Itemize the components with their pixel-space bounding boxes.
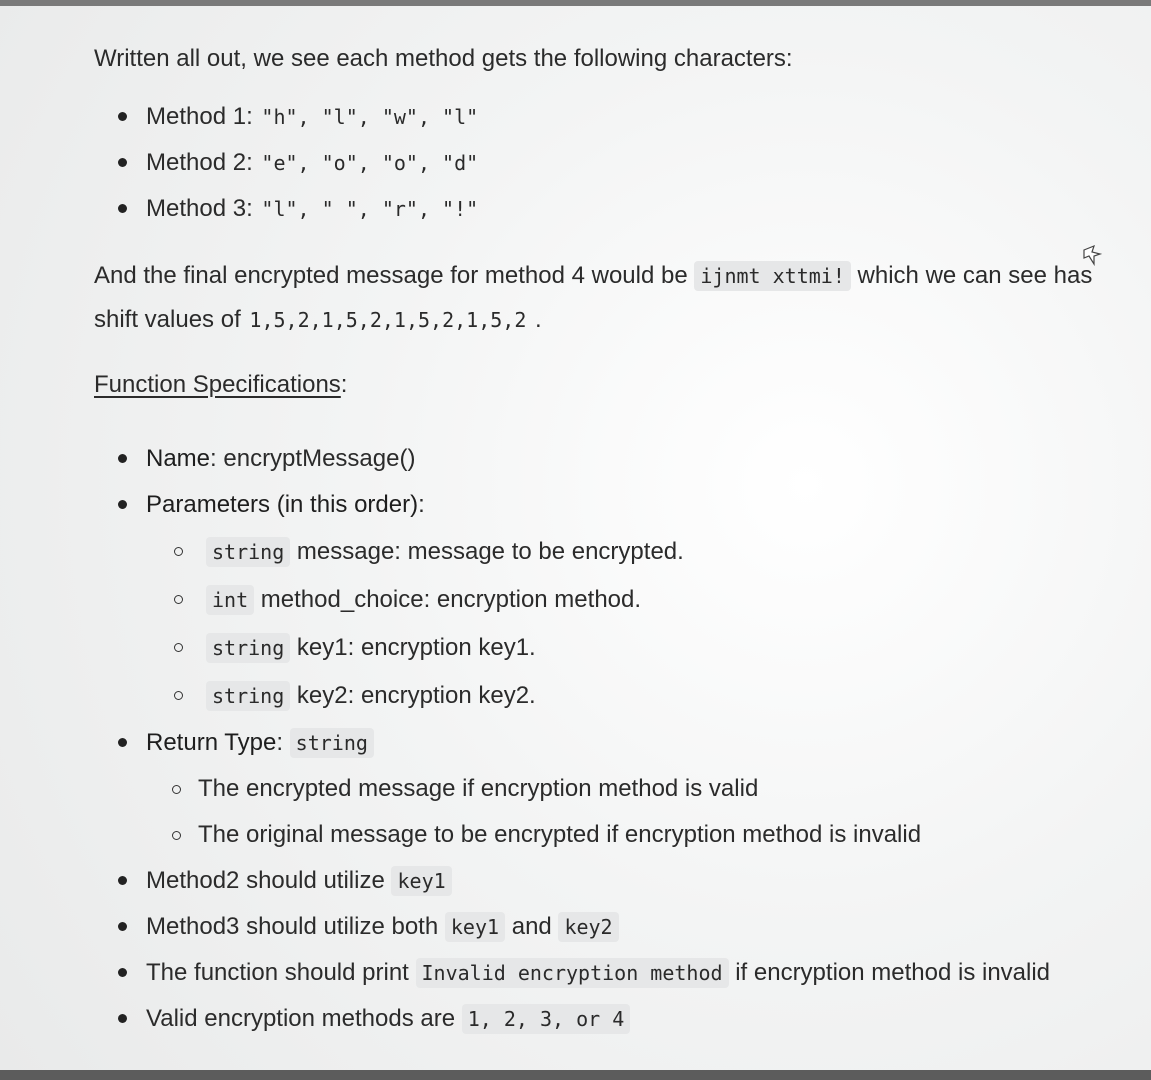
list-item-method3 xyxy=(94,904,1104,950)
valid-text: Valid encryption methods are xyxy=(146,1005,462,1032)
method2-key-code: key1 xyxy=(391,866,451,896)
method2-text: Method2 should utilize xyxy=(146,867,392,894)
final-text-before: And the final encrypted message for method 4 would be xyxy=(94,262,695,289)
return-type-colon: : xyxy=(276,729,290,756)
parameters-colon: : xyxy=(418,491,425,518)
invalid-message-code: Invalid encryption method xyxy=(416,958,729,988)
list-item xyxy=(146,528,1104,576)
spec-heading: Function Specifications xyxy=(94,371,341,398)
list-item-name xyxy=(94,436,1104,482)
shift-values-code: 1,5,2,1,5,2,1,5,2,1,5,2 xyxy=(249,308,527,332)
name-label: Name xyxy=(146,445,211,472)
list-item xyxy=(94,140,1104,186)
method3-and: and xyxy=(505,913,559,940)
param-desc: message: message to be encrypted. xyxy=(296,538,684,565)
encrypted-message-code: ijnmt xttmi! xyxy=(694,261,851,291)
spec-list xyxy=(94,436,1104,1042)
final-message-paragraph xyxy=(94,254,1104,342)
parameters-label: Parameters (in this order) xyxy=(146,491,419,518)
parameters-list xyxy=(146,528,1104,720)
return-type-label: Return Type xyxy=(146,729,277,756)
param-type: int xyxy=(206,585,254,615)
return-type-list xyxy=(146,766,1104,858)
document-page xyxy=(0,6,1151,1070)
bottom-frame-edge xyxy=(0,1070,1151,1080)
name-value: : encryptMessage() xyxy=(210,445,416,472)
final-text-middle: which we can see has shift values of xyxy=(94,262,1093,333)
list-item-method2 xyxy=(94,858,1104,904)
print-text: The function should print xyxy=(146,959,416,986)
method3-key2-code: key2 xyxy=(558,912,618,942)
mouse-pointer-icon xyxy=(1082,244,1102,268)
list-item-print xyxy=(94,950,1104,996)
method-characters-list xyxy=(94,94,1104,232)
list-item: The original message to be encrypted if encryption method is invalid xyxy=(146,812,1104,858)
document-content xyxy=(94,36,1104,1042)
list-item xyxy=(146,672,1104,720)
param-type: string xyxy=(206,681,290,711)
final-text-end: . xyxy=(528,306,542,333)
list-item xyxy=(94,186,1104,232)
spec-heading-row xyxy=(94,362,1104,426)
list-item xyxy=(94,94,1104,140)
spec-heading-colon: : xyxy=(340,371,348,398)
method-label: Method 3: xyxy=(146,195,260,222)
param-type: string xyxy=(206,633,290,663)
method-label: Method 2: xyxy=(146,149,260,176)
list-item xyxy=(146,576,1104,624)
method3-key1-code: key1 xyxy=(445,912,505,942)
param-desc: key2: encryption key2. xyxy=(296,682,536,709)
valid-methods-code: 1, 2, 3, or 4 xyxy=(462,1004,631,1034)
list-item-return-type xyxy=(94,720,1104,858)
print-text-after: if encryption method is invalid xyxy=(728,959,1051,986)
list-item-valid-methods xyxy=(94,996,1104,1042)
method-chars: "l", " ", "r", "!" xyxy=(261,197,479,221)
param-type: string xyxy=(206,537,290,567)
method-chars: "e", "o", "o", "d" xyxy=(261,151,479,175)
param-desc: method_choice: encryption method. xyxy=(260,586,642,613)
intro-text: Written all out, we see each method gets the following characters: xyxy=(94,45,793,72)
list-item xyxy=(146,624,1104,672)
method-chars: "h", "l", "w", "l" xyxy=(261,105,479,129)
method-label: Method 1: xyxy=(146,103,260,130)
return-type-code: string xyxy=(290,728,374,758)
param-desc: key1: encryption key1. xyxy=(296,634,536,661)
list-item-parameters xyxy=(94,482,1104,720)
method3-text: Method3 should utilize both xyxy=(146,913,445,940)
list-item: The encrypted message if encryption method is valid xyxy=(146,766,1104,812)
